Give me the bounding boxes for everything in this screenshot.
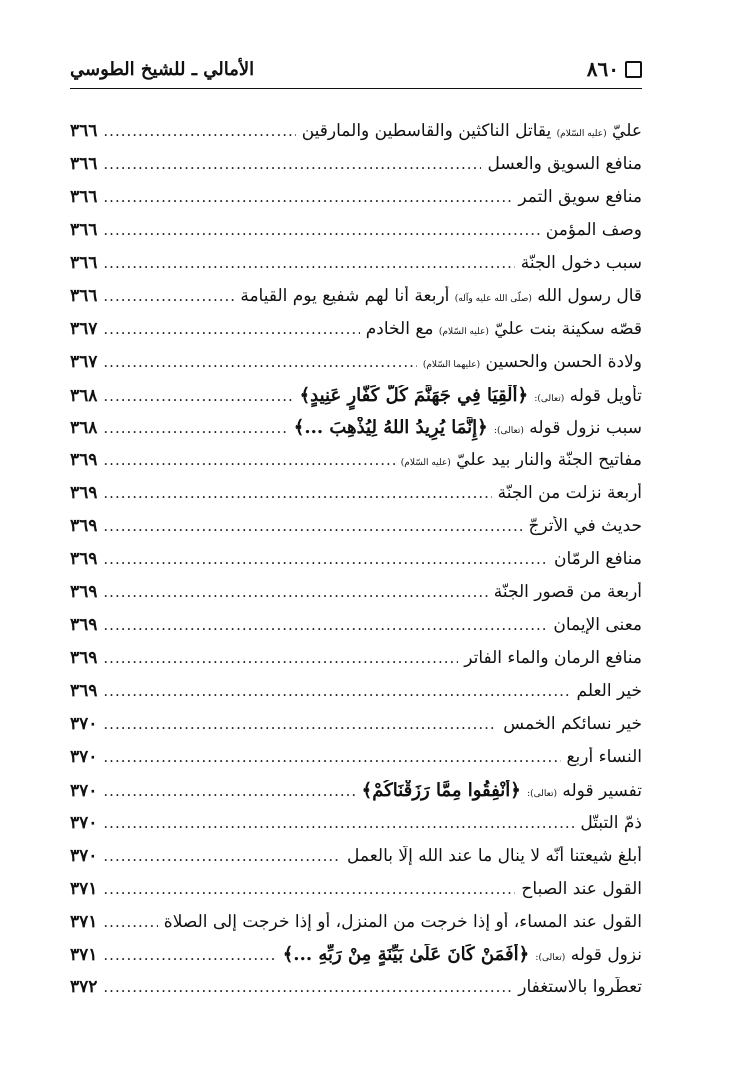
toc-entry-page: ٣٦٧ (70, 351, 98, 372)
toc-entry-page: ٣٦٦ (70, 153, 98, 174)
toc-entry-page: ٣٦٨ (70, 418, 98, 439)
toc-entry (70, 813, 642, 846)
square-bullet-icon (625, 61, 642, 78)
toc-entry-title (283, 944, 642, 965)
toc-entry-title (164, 912, 642, 932)
toc-entry-main: قصّه سكينة بنت عليّ (494, 318, 642, 339)
toc-entry (70, 352, 642, 385)
dot-leader (103, 682, 570, 700)
toc-entry-page: ٣٦٩ (70, 516, 98, 537)
toc-entry (70, 220, 642, 253)
toc-entry-page: ٣٦٨ (70, 385, 98, 406)
toc-entry (70, 121, 642, 154)
toc-entry-title (503, 714, 642, 734)
toc-entry-note: (تعالى): (493, 426, 524, 437)
dot-leader (103, 583, 487, 601)
toc-entry-title (362, 780, 642, 801)
toc-entry (70, 977, 642, 1010)
toc-entry-page: ٣٧٠ (70, 845, 98, 866)
toc-entry-main: منافع الرمان والماء الفاتر (464, 648, 642, 668)
toc-entry-main: ذمّ التبتّل (580, 812, 642, 833)
toc-entry-title (521, 253, 642, 273)
dot-leader (103, 517, 522, 535)
toc-entry-main: منافع السويق والعسل (487, 153, 642, 174)
toc-entry-main: القول عند المساء، أو إذا خرجت من المنزل، أو إذا خرجت إلى الصلاة (163, 911, 642, 932)
header-rule (70, 88, 642, 89)
toc-entry-main: تأويل قوله (569, 385, 642, 406)
toc-entry-rest: يقاتل الناكثين والقاسطين والمارقين (301, 121, 557, 141)
toc-entry-title (567, 747, 643, 767)
toc-entry-page: ٣٧٠ (70, 780, 98, 801)
dot-leader (103, 616, 547, 634)
toc-entry-page: ٣٦٩ (70, 483, 98, 504)
toc-entry-title (521, 879, 642, 899)
toc-entry-quran: ﴿أَلْقِيَا فِي جَهَنَّمَ كُلَّ كَفَّارٍ عَنِيدٍ﴾ (299, 384, 535, 406)
toc-entry-main: وصف المؤمن (545, 219, 642, 240)
toc-entry (70, 154, 642, 187)
toc-entry-note: (تعالى): (535, 953, 566, 964)
toc-entry-title (498, 483, 642, 503)
dot-leader (103, 287, 234, 305)
toc-entry-title (494, 582, 642, 602)
toc-entry (70, 846, 642, 879)
toc-entry-quran: ﴿أَنْفِقُوا مِمَّا رَزَقْنَاكُمْ﴾ (361, 779, 528, 801)
toc-entry-note: (تعالى): (527, 788, 557, 799)
toc-entry-title (580, 813, 642, 833)
toc-entry-page: ٣٦٩ (70, 680, 98, 701)
toc-entry-note: (عليهما السّلام) (422, 359, 481, 370)
toc-entry-title (554, 549, 642, 569)
toc-entry (70, 681, 642, 714)
toc-entry-note: (تعالى): (534, 393, 565, 404)
table-of-contents (70, 121, 642, 1010)
dot-leader (103, 946, 276, 964)
toc-entry (70, 912, 642, 945)
toc-entry (70, 582, 642, 615)
toc-entry (70, 187, 642, 220)
toc-entry-title (553, 615, 642, 635)
toc-entry-main: عليّ (612, 121, 642, 141)
toc-entry-main: نزول قوله (570, 945, 642, 966)
dot-leader (103, 254, 514, 272)
toc-entry (70, 747, 642, 780)
toc-entry-main: مفاتيح الجنّة والنار بيد عليّ (456, 450, 642, 471)
dot-leader (103, 451, 394, 469)
page-number (587, 52, 642, 86)
toc-entry-page: ٣٦٩ (70, 450, 98, 471)
toc-entry-title (577, 681, 642, 701)
page-header (70, 52, 642, 86)
dot-leader (103, 715, 497, 733)
dot-leader (103, 188, 512, 206)
toc-entry (70, 516, 642, 549)
toc-entry-page: ٣٦٦ (70, 121, 98, 141)
toc-entry-main: منافع سويق التمر (518, 186, 642, 207)
toc-entry-page: ٣٦٧ (70, 318, 98, 339)
dot-leader (103, 748, 560, 766)
dot-leader (103, 847, 341, 865)
dot-leader (103, 419, 287, 437)
toc-entry-note: (صلّى الله عليه وآله) (454, 293, 532, 304)
toc-entry-note: (عليه السّلام) (400, 458, 451, 469)
toc-entry (70, 780, 642, 813)
toc-entry-title (401, 450, 642, 470)
toc-entry (70, 450, 642, 483)
toc-entry-title (464, 648, 642, 668)
toc-entry-main: أربعة من قصور الجنّة (493, 582, 642, 603)
toc-entry-main: النساء أربع (566, 746, 642, 767)
dot-leader (103, 913, 157, 931)
toc-entry-title (347, 846, 642, 866)
toc-entry-page: ٣٧٠ (70, 812, 98, 833)
toc-entry (70, 417, 642, 450)
toc-entry-main: القول عند الصباح (521, 878, 642, 899)
dot-leader (103, 550, 548, 568)
toc-entry-title (546, 220, 642, 240)
toc-entry-title (487, 154, 642, 174)
toc-entry-title (366, 319, 642, 339)
toc-entry-quran: ﴿إِنَّمَا يُرِيدُ اللهُ لِيُذْهِبَ ...﴾ (293, 417, 494, 439)
toc-entry-main: سبب نزول قوله (529, 418, 642, 439)
toc-entry-title (240, 286, 642, 306)
toc-entry-page: ٣٧٠ (70, 746, 98, 767)
toc-entry-main: قال رسول الله (537, 285, 642, 306)
toc-entry-page: ٣٦٩ (70, 615, 98, 636)
toc-entry-page: ٣٦٦ (70, 285, 98, 306)
toc-entry-title (518, 187, 642, 207)
toc-entry (70, 319, 642, 352)
dot-leader (103, 387, 293, 405)
dot-leader (103, 320, 359, 338)
toc-entry-main: خير نسائكم الخمس (503, 713, 642, 734)
toc-entry-title (529, 516, 642, 536)
toc-entry (70, 483, 642, 516)
toc-entry-page: ٣٦٩ (70, 549, 98, 570)
dot-leader (103, 649, 458, 667)
page-number-text: ٨٦٠ (586, 57, 619, 81)
toc-entry-page: ٣٧١ (70, 878, 98, 899)
toc-entry (70, 648, 642, 681)
toc-entry (70, 944, 642, 977)
toc-entry-page: ٣٦٦ (70, 186, 98, 207)
toc-entry (70, 615, 642, 648)
toc-entry (70, 714, 642, 747)
toc-entry-main: تعطّروا بالاستغفار (518, 977, 642, 998)
toc-entry-main: سبب دخول الجنّة (520, 252, 642, 273)
toc-entry-main: حديث في الأُترجّ (528, 516, 642, 537)
toc-entry (70, 253, 642, 286)
toc-entry (70, 385, 642, 418)
toc-entry-title (518, 977, 642, 997)
toc-entry-main: معنى الإيمان (553, 615, 642, 636)
dot-leader (103, 122, 295, 140)
toc-entry-main: أبلغ شيعتنا أنّه لا ينال ما عند الله إلّا بالعمل (347, 845, 642, 866)
toc-entry (70, 286, 642, 319)
book-title: الأمالي ـ للشيخ الطوسي (70, 58, 255, 80)
dot-leader (103, 782, 355, 800)
toc-entry-title (300, 385, 642, 406)
toc-entry-page: ٣٧١ (70, 945, 98, 966)
toc-entry-title (294, 417, 642, 438)
dot-leader (103, 221, 539, 239)
toc-entry-main: خير العلم (576, 680, 642, 701)
toc-entry-page: ٣٦٩ (70, 648, 98, 668)
toc-entry-main: أربعة نزلت من الجنّة (497, 483, 642, 504)
toc-entry-page: ٣٧٢ (70, 977, 98, 998)
toc-entry-page: ٣٧٠ (70, 713, 98, 734)
toc-entry-main: تفسير قوله (562, 780, 642, 801)
toc-entry-page: ٣٦٩ (70, 582, 98, 603)
toc-entry (70, 879, 642, 912)
toc-entry-title (423, 352, 642, 372)
dot-leader (103, 484, 491, 502)
toc-entry-note: (عليه السّلام) (556, 129, 607, 139)
dot-leader (103, 353, 416, 371)
toc-entry-quran: ﴿أَفَمَنْ كَانَ عَلَىٰ بَيِّنَةٍ مِنْ رَبِّهِ ...﴾ (282, 944, 536, 966)
toc-entry-main: منافع الرمّان (553, 549, 642, 570)
toc-entry-note: (عليه السّلام) (438, 326, 489, 337)
dot-leader (103, 978, 512, 996)
toc-entry-rest: مع الخادم (365, 318, 439, 339)
dot-leader (103, 155, 481, 173)
toc-entry-page: ٣٦٦ (70, 219, 98, 240)
dot-leader (103, 880, 515, 898)
toc-entry-main: ولادة الحسن والحسين (485, 351, 642, 372)
toc-entry-title (302, 121, 642, 141)
toc-entry (70, 549, 642, 582)
toc-entry-page: ٣٧١ (70, 911, 98, 932)
toc-entry-page: ٣٦٦ (70, 252, 98, 273)
dot-leader (103, 814, 574, 832)
toc-entry-rest: أربعة أنا لهم شفيع يوم القيامة (240, 285, 455, 306)
